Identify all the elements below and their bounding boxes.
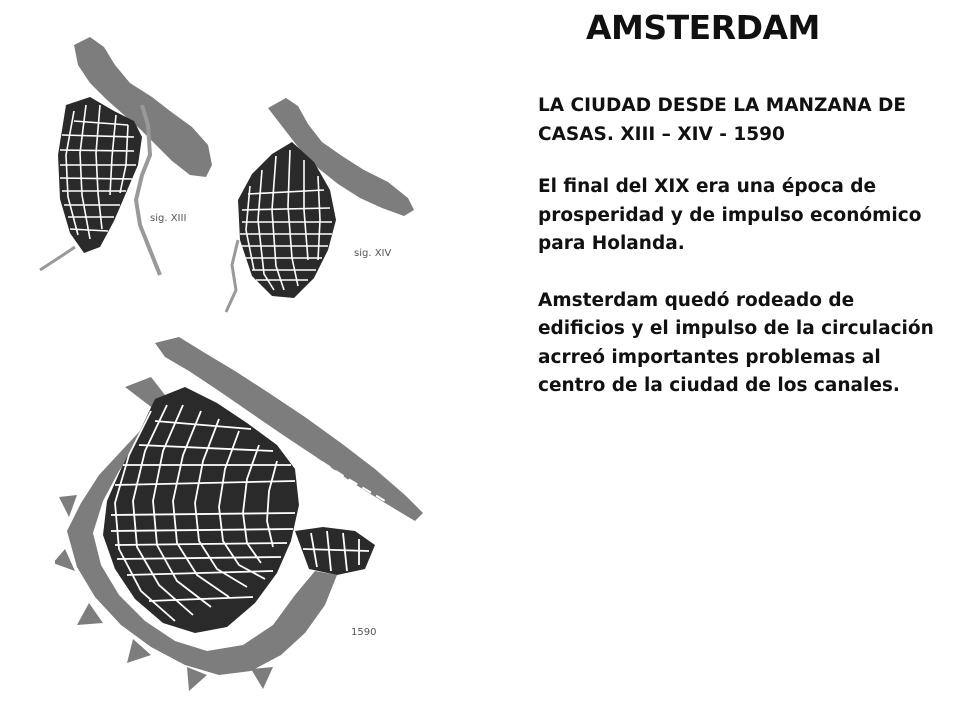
map-label-13th: sig. XIII xyxy=(150,213,187,224)
text-block xyxy=(538,92,943,429)
map-14th-century xyxy=(218,90,428,330)
slide-title: AMSTERDAM xyxy=(586,8,820,47)
slide-subtitle: LA CIUDAD DESDE LA MANZANA DE CASAS. XIII – XIV - 1590 xyxy=(538,95,906,145)
paragraph-prosperity: El final del XIX era una época de prosperidad y de impulso económico para Holanda. xyxy=(538,176,922,254)
map-label-1590: 1590 xyxy=(351,627,377,638)
map-label-14th: sig. XIV xyxy=(354,248,392,259)
map-13th-century xyxy=(30,25,230,285)
map-1590 xyxy=(55,335,435,695)
paragraph-circulation: Amsterdam quedó rodeado de edificios y el impulso de la circulación acrreó importantes problemas al centro de la ciudad de los canales. xyxy=(538,289,934,396)
